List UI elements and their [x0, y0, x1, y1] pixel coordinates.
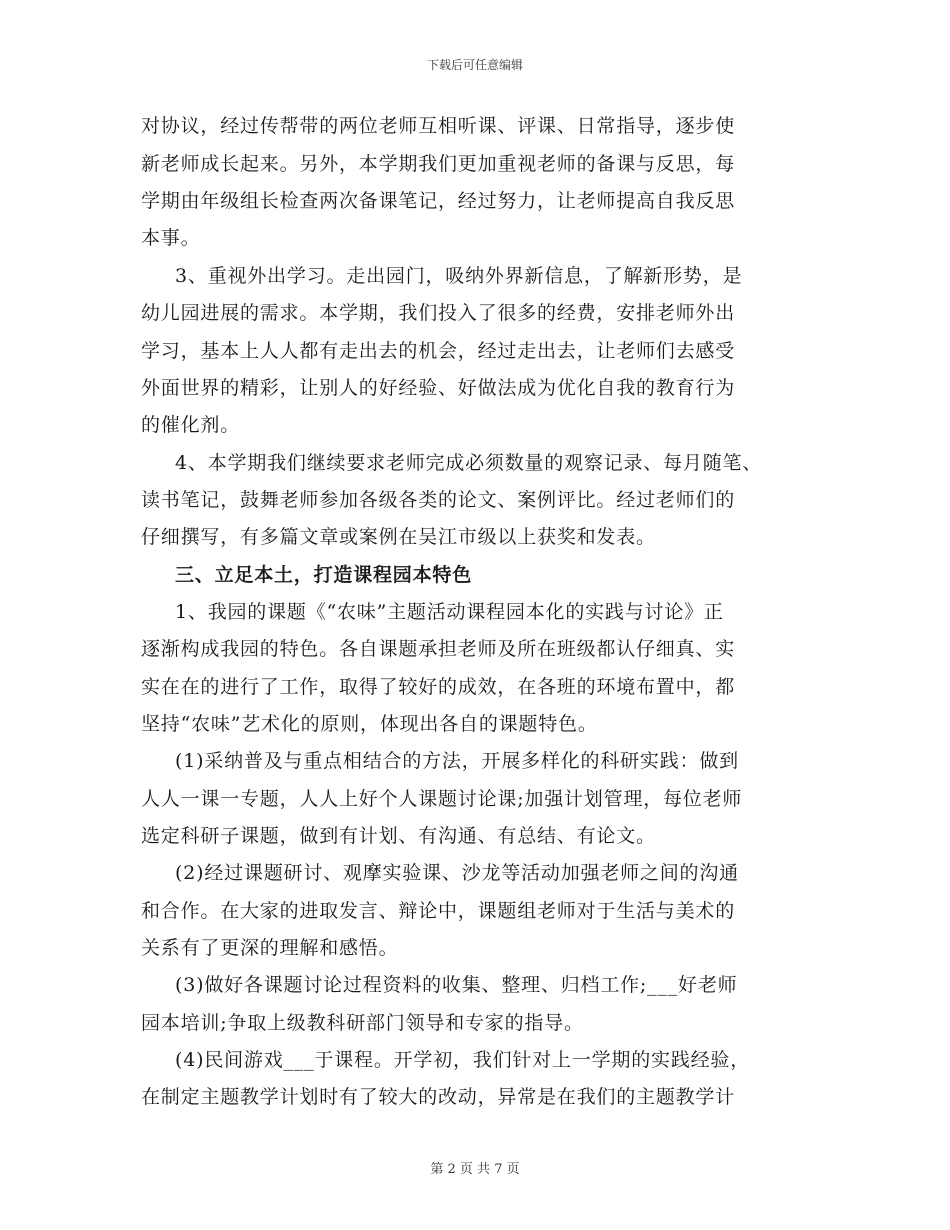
- text-line: 关系有了更深的理解和感悟。: [141, 937, 399, 959]
- text-line: 仔细撰写，有多篇文章或案例在吴江市级以上获奖和发表。: [141, 526, 656, 548]
- text-line: 学习，基本上人人都有走出去的机会，经过走出去，让老师们去感受: [141, 340, 736, 362]
- text-line: 外面世界的精彩，让别人的好经验、好做法成为优化自我的教育行为: [141, 377, 736, 399]
- text-line: (2)经过课题研讨、观摩实验课、沙龙等活动加强老师之间的沟通: [175, 862, 739, 884]
- page-footer: 第 2 页 共 7 页: [430, 1162, 520, 1177]
- text-line: 在制定主题教学计划时有了较大的改动，异常是在我们的主题教学计: [141, 1086, 736, 1108]
- text-line: (1)采纳普及与重点相结合的方法，开展多样化的科研实践：做到: [175, 750, 739, 772]
- page-header: 下载后可任意编辑: [426, 58, 523, 72]
- text-line: 实在在的进行了工作，取得了较好的成效，在各班的环境布置中，都: [141, 676, 736, 698]
- text-line: 坚持“农味”艺术化的原则，体现出各自的课题特色。: [141, 713, 598, 735]
- text-line: 学期由年级组长检查两次备课笔记，经过努力，让老师提高自我反思: [141, 190, 736, 212]
- text-line: 和合作。在大家的进取发言、辩论中，课题组老师对于生活与美术的: [141, 900, 736, 922]
- text-line: 选定科研子课题，做到有计划、有沟通、有总结、有论文。: [141, 825, 656, 847]
- text-line: 幼儿园进展的需求。本学期，我们投入了很多的经费，安排老师外出: [141, 302, 736, 324]
- text-line: 3、重视外出学习。走出园门，吸纳外界新信息，了解新形势，是: [175, 265, 743, 287]
- text-line: 1、我园的课题《“农味”主题活动课程园本化的实践与讨论》正: [175, 601, 724, 623]
- text-line: (4)民间游戏___于课程。开学初，我们针对上一学期的实践经验，: [175, 1049, 751, 1071]
- text-line: 的催化剂。: [141, 414, 241, 436]
- text-line: 逐渐构成我园的特色。各自课题承担老师及所在班级都认仔细真、实: [141, 638, 736, 660]
- section-heading: 三、立足本土，打造课程园本特色: [175, 564, 473, 586]
- text-line: 4、本学期我们继续要求老师完成必须数量的观察记录、每月随笔、: [175, 452, 763, 474]
- text-line: (3)做好各课题讨论过程资料的收集、整理、归档工作;___好老师: [175, 974, 738, 996]
- text-line: 人人一课一专题，人人上好个人课题讨论课;加强计划管理，每位老师: [141, 788, 743, 810]
- text-line: 对协议，经过传帮带的两位老师互相听课、评课、日常指导，逐步使: [141, 115, 736, 137]
- text-line: 本事。: [141, 227, 201, 249]
- text-line: 读书笔记，鼓舞老师参加各级各类的论文、案例评比。经过老师们的: [141, 489, 736, 511]
- text-line: 园本培训;争取上级教科研部门领导和专家的指导。: [141, 1012, 584, 1034]
- text-line: 新老师成长起来。另外，本学期我们更加重视老师的备课与反思，每: [141, 153, 736, 175]
